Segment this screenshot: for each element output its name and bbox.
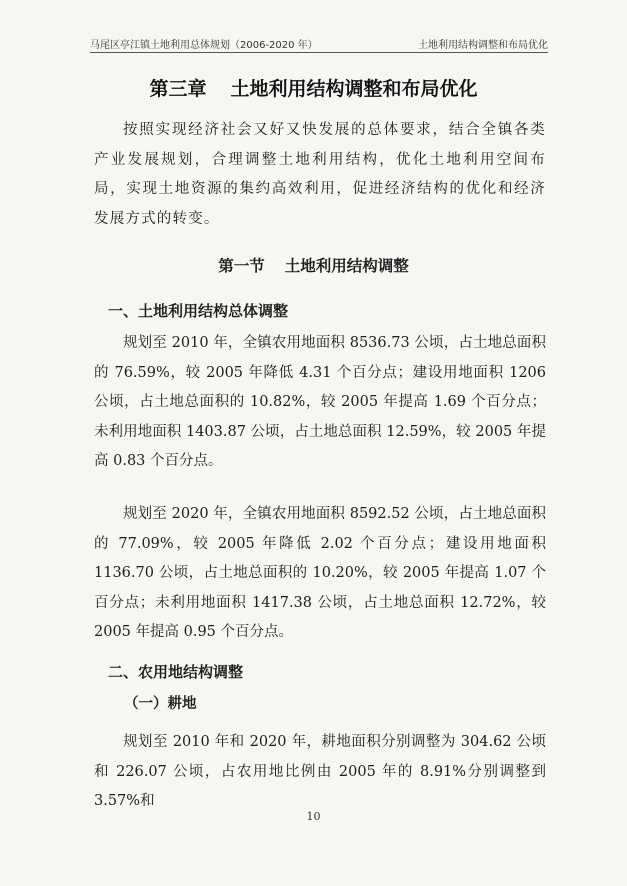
chapter-title: 土地利用结构调整和布局优化 [230,78,478,100]
header-document-title: 马尾区亭江镇土地利用总体规划（2006-2020 年） [90,40,318,51]
running-header [90,30,548,53]
header-chapter-title: 土地利用结构调整和布局优化 [418,40,548,51]
section-number: 第一节 [218,257,265,275]
intro-paragraph: 按照实现经济社会又好又快发展的总体要求，结合全镇各类产业发展规划，合理调整土地利用结构，优化土地利用空间布局，实现土地资源的集约高效利用，促进经济结构的优化和经济发展方式的转变。 [94,122,546,227]
paragraph-arable-land: 规划至 2010 年和 2020 年，耕地面积分别调整为 304.62 公顷和 226.07 公顷，占农用地比例由 2005 年的 8.91%分别调整到 3.57%和 [94,734,546,809]
section-title: 土地利用结构调整 [284,257,409,275]
subheading-overall-adjustment: 一、土地利用结构总体调整 [108,302,289,320]
subheading-agricultural-land: 二、农用地结构调整 [108,663,244,681]
chapter-number: 第三章 [149,78,207,100]
chapter-heading [0,74,627,101]
page-number: 10 [306,810,321,823]
subheading-arable-land: （一）耕地 [124,696,197,712]
section-heading [0,254,627,276]
paragraph-2010-plan: 规划至 2010 年，全镇农用地面积 8536.73 公顷，占土地总面积的 76.59%，较 2005 年降低 4.31 个百分点；建设用地面积 1206 公顷，占土地总面积的 10.82%，较 2005 年提高 1.69 个百分点；未利用地面积 1403.87 公顷，占土地总面积 12.59%，较 2005 年提高 0.83 个百分点。 [94,335,546,469]
paragraph-2020-plan: 规划至 2020 年，全镇农用地面积 8592.52 公顷，占土地总面积的 77.09%，较 2005 年降低 2.02 个百分点；建设用地面积 1136.70 公顷，占土地总面积的 10.20%，较 2005 年提高 1.07 个百分点；未利用地面积 1417.38 公顷，占土地总面积 12.72%，较 2005 年提高 0.95 个百分点。 [94,506,546,640]
